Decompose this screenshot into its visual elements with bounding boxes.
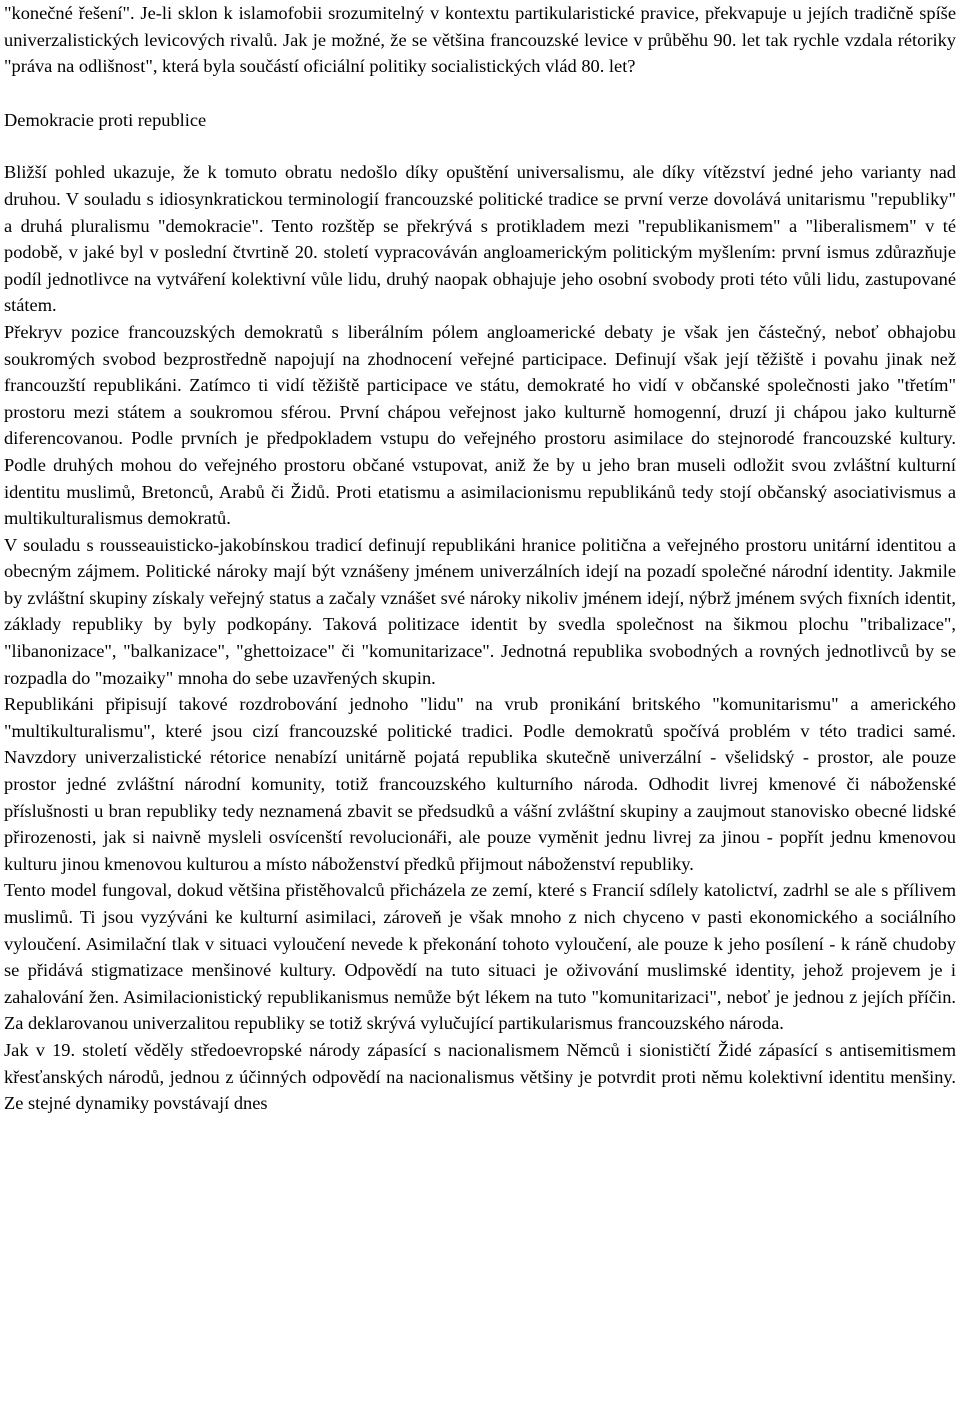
- paragraph: Bližší pohled ukazuje, že k tomuto obratu nedošlo díky opuštění universalismu, ale díky vítězství jedné jeho varianty nad druhou. V souladu s idiosynkratickou terminologií francouzské politické tradice se první verze dovolává unitarismu "republiky" a druhá pluralismu "demokracie". Tento rozštěp se překrývá s protikladem mezi "republikanismem" a "liberalismem" v té podobě, v jaké byl v poslední čtvrtině 20. století vypracováván angloamerickým politickým myšlením: první ismus zdůrazňuje podíl jednotlivce na vytváření kolektivní vůle lidu, druhý naopak obhajuje jeho osobní svobody proti této vůli lidu, zastupované státem.: [4, 162, 956, 316]
- section-heading: Demokracie proti republice: [4, 109, 207, 130]
- paragraph: Překryv pozice francouzských demokratů s liberálním pólem angloamerické debaty je však jen částečný, neboť obhajobu soukromých svobod bezprostředně napojují na zhodnocení veřejné participace. Definují však její těžiště i povahu jinak než francouzští republikáni. Zatímco ti vidí těžiště participace ve státu, demokraté ho vidí v občanské společnosti jako "třetím" prostoru mezi státem a soukromou sférou. První chápou veřejnost jako kulturně homogenní, druzí ji chápou jako kulturně diferencovanou. Podle prvních je předpokladem vstupu do veřejného prostoru asimilace do stejnorodé francouzské kultury. Podle druhých mohou do veřejného prostoru občané vstupovat, aniž že by u jeho bran museli odložit svou zvláštní kulturní identitu muslimů, Bretonců, Arabů či Židů. Proti etatismu a asimilacionismu republikánů tedy stojí občanský asociativismus a multikulturalismus demokratů.: [4, 321, 956, 529]
- intro-paragraph: "konečné řešení". Je-li sklon k islamofobii srozumitelný v kontextu partikularistické pravice, překvapuje u jejích tradičně spíše univerzalistických levicových rivalů. Jak je možné, že se většina francouzské levice v průběhu 90. let tak rychle vzdala rétoriky "práva na odlišnost", která byla součástí oficiální politiky socialistických vlád 80. let?: [4, 3, 956, 77]
- paragraph: Republikáni připisují takové rozdrobování jednoho "lidu" na vrub pronikání britského "komunitarismu" a amerického "multikulturalismu", které jsou cizí francouzské politické tradici. Podle demokratů spočívá problém v této tradici samé. Navzdory univerzalistické rétorice nenabízí unitárně pojatá republika skutečně univerzální - všelidský - prostor, ale pouze prostor jedné zvláštní národní komunity, totiž francouzského kulturního národa. Odhodit livrej kmenové či náboženské příslušnosti u bran republiky tedy neznamená zbavit se předsudků a vášní zvláštní skupiny a zaujmout stanovisko obecné lidské přirozenosti, jak si naivně mysleli osvícenští revolucionáři, ale pouze vyměnit jednu livrej za jinou - popřít jednu kmenovou kulturu jinou kmenovou kulturou a místo náboženství předků přijmout náboženství republiky.: [4, 694, 956, 874]
- document-page: [4, 0, 956, 1117]
- paragraph: V souladu s rousseauisticko-jakobínskou tradicí definují republikáni hranice politična a veřejného prostoru unitární identitou a obecným zájmem. Politické nároky mají být vznášeny jménem univerzálních idejí na pozadí společné národní identity. Jakmile by zvláštní skupiny získaly veřejný status a začaly vznášet své nároky nikoliv jménem idejí, nýbrž jménem svých fixních identit, základy republiky by byly podkopány. Taková politizace identit by svedla společnost na šikmou plochu "tribalizace", "libanonizace", "balkanizace", "ghettoizace" či "komunitarizace". Jednotná republika svobodných a rovných jednotlivců by se rozpadla do "mozaiky" mnoha do sebe uzavřených skupin.: [4, 534, 956, 688]
- paragraph: Tento model fungoval, dokud většina přistěhovalců přicházela ze zemí, které s Francií sdílely katolictví, zadrhl se ale s přílivem muslimů. Ti jsou vyzýváni ke kulturní asimilaci, zároveň je však mnoho z nich chyceno v pasti ekonomického a sociálního vyloučení. Asimilační tlak v situaci vyloučení nevede k překonání tohoto vyloučení, ale pouze k jeho posílení - k ráně chudoby se přidává stigmatizace menšinové kultury. Odpovědí na tuto situaci je oživování muslimské identity, jehož projevem je i zahalování žen. Asimilacionistický republikanismus nemůže být lékem na tuto "komunitarizaci", neboť je jednou z jejích příčin. Za deklarovanou univerzalitou republiky se totiž skrývá vylučující partikularismus francouzského národa.: [4, 880, 956, 1034]
- paragraph: Jak v 19. století věděly středoevropské národy zápasící s nacionalismem Němců i sionističtí Židé zápasící s antisemitismem křesťanských národů, jednou z účinných odpovědí na nacionalismus většiny je potvrdit proti němu kolektivní identitu menšiny. Ze stejné dynamiky povstávají dnes: [4, 1039, 956, 1114]
